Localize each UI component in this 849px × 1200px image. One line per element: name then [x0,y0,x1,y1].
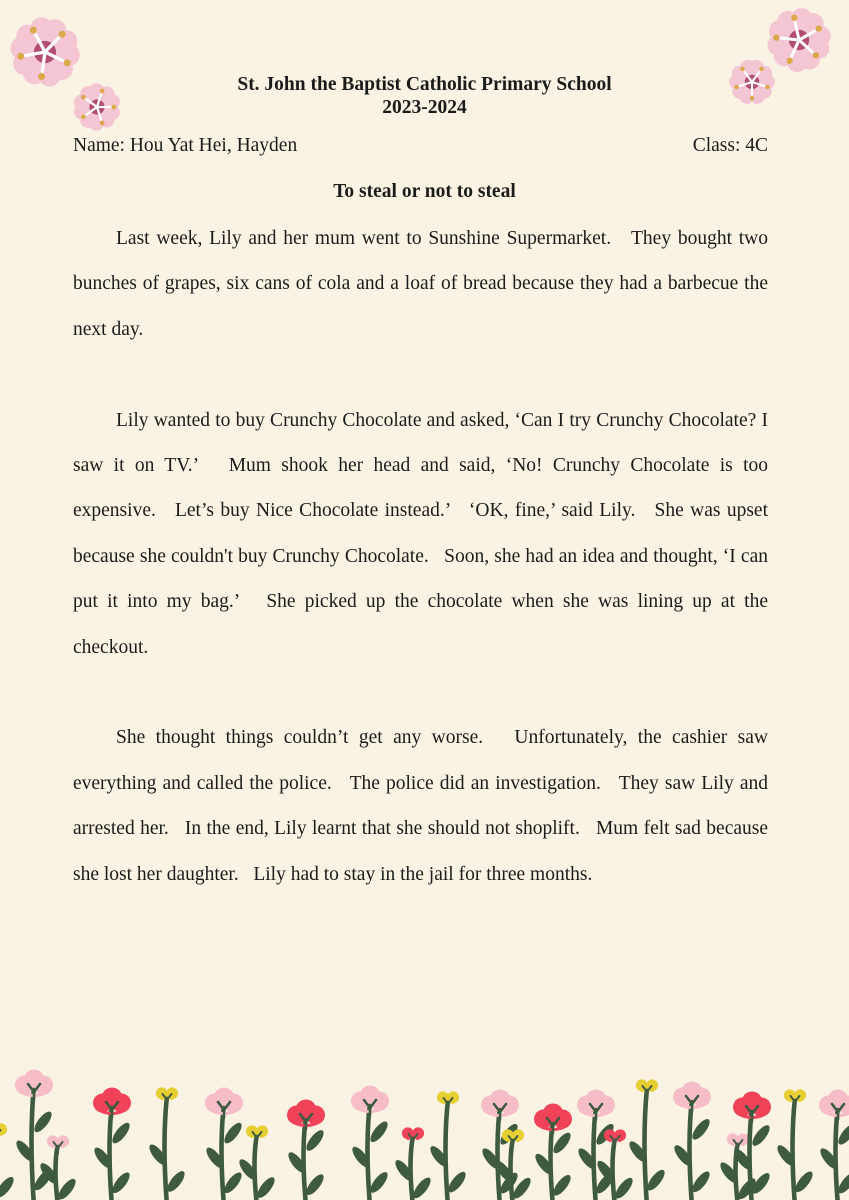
tulip-blossom-pink [47,1135,69,1153]
student-info-row [73,134,768,158]
bottom-flower-border [0,1068,849,1200]
tulip-blossom-pink [673,1082,711,1112]
tulip-stem [671,1082,712,1200]
essay-paragraph-1: Last week, Lily and her mum went to Sunshine Supermarket. They bought two bunches of grapes, six cans of cola and a loaf of bread because they had a barbecue the next day. [73,228,773,340]
tulip-blossom-red [733,1092,771,1122]
school-header [0,73,849,119]
tulip-stem [203,1088,244,1200]
tulip-stem [349,1086,390,1200]
tulip-blossom-pink [15,1070,53,1100]
tulip-blossom-pink [819,1090,849,1120]
tulip-blossom-yellow [784,1089,806,1107]
essay-paragraph-3: She thought things couldn’t get any worse. Unfortunately, the cashier saw everything and called the police. The police did an investigation. They saw Lily and arrested her. In the end, Lily learnt that she should not shoplift. Mum felt sad because she lost her daughter. Lily had to stay in the jail for three months. [73,727,773,885]
essay-paragraph-2: Lily wanted to buy Crunchy Chocolate and asked, ‘Can I try Crunchy Chocolate? I saw it on TV.’ Mum shook her head and said, ‘No! Crunchy Chocolate is too expensive. Let’s buy Nice Chocolate instead.’ ‘OK, fine,’ said Lily. She was upset because she couldn't buy Crunchy Chocolate. Soon, she had an idea and thought, ‘I can put it into my bag.’ She picked up the chocolate when she was lining up at the checkout. [73,409,773,658]
tulip-blossom-pink [727,1133,749,1151]
school-name: St. John the Baptist Catholic Primary School [237,74,612,95]
tulip-blossom-pink [481,1090,519,1120]
class-label: Class: 4C [692,135,768,156]
tulip-stem [37,1135,78,1200]
tulip-blossom-red [287,1100,325,1130]
essay-title: To steal or not to steal [333,181,516,202]
tulip-blossom-yellow [437,1091,459,1109]
tulip-stem [0,1123,17,1200]
tulip-blossom-pink [577,1090,615,1120]
school-year: 2023-2024 [382,97,467,118]
tulip-blossom-yellow [0,1123,7,1141]
tulip-stem [392,1127,433,1200]
tulip-stem [532,1104,573,1200]
tulip-blossom-pink [351,1086,389,1116]
tulip-stem [13,1070,54,1200]
tulip-blossom-yellow [156,1087,178,1105]
tulip-stem [91,1088,132,1200]
tulip-stem [594,1129,635,1200]
tulip-stem [626,1079,667,1200]
tulip-stem [427,1091,468,1200]
tulip-stem [774,1089,815,1200]
tulip-blossom-red [402,1127,424,1145]
tulip-blossom-red [604,1129,626,1147]
tulip-blossom-yellow [636,1079,658,1097]
tulip-stem [285,1100,326,1200]
tulip-stem [492,1129,533,1200]
tulip-stem [575,1090,616,1200]
student-name-label: Name: Hou Yat Hei, Hayden [73,135,298,156]
tulip-stem [717,1133,758,1200]
tulip-blossom-pink [205,1088,243,1118]
tulip-stem [236,1125,277,1200]
essay-body [73,216,773,942]
tulip-blossom-yellow [246,1125,268,1143]
tulip-stem [817,1090,849,1200]
tulip-blossom-yellow [502,1129,524,1147]
tulip-stem [146,1087,187,1200]
tulip-blossom-red [534,1104,572,1134]
tulip-blossom-red [93,1088,131,1118]
tulip-stem [731,1092,772,1200]
tulip-stem [479,1090,520,1200]
